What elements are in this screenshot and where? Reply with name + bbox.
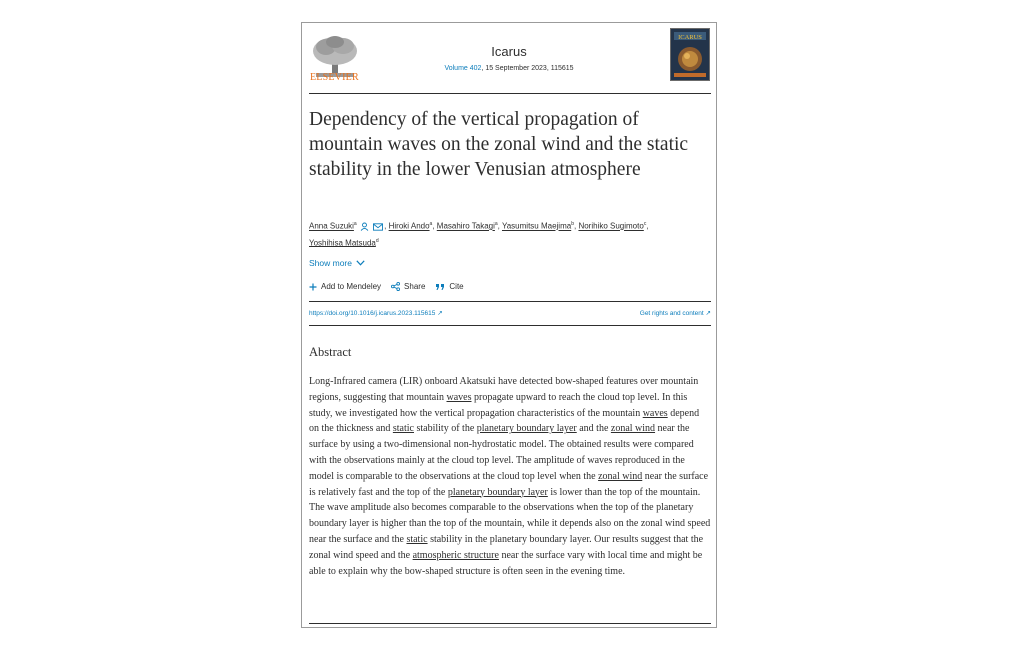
cover-title: ICARUS <box>678 34 702 41</box>
volume-link[interactable]: Volume 402 <box>444 65 482 72</box>
doi-link[interactable] <box>309 309 443 317</box>
topic-link[interactable]: static <box>392 423 414 435</box>
journal-info <box>302 65 716 72</box>
abstract-text-segment: near the surface by using a two-dimensional non-hydrostatic model. The obtained results were compared with the observations mainly at the cloud top level. The amplitude of waves reproduced in the model is comparable to the observations at the cloud top level when the <box>309 423 694 482</box>
chevron-down-icon <box>356 260 365 266</box>
abstract-text-segment: and the <box>576 423 611 435</box>
author-link[interactable]: Norihiko Sugimoto <box>578 221 644 231</box>
author-affiliation-sup[interactable]: c <box>643 221 647 227</box>
doi-row <box>309 309 711 317</box>
topic-link[interactable]: static <box>406 533 428 545</box>
abstract-text-segment: near the surface is relatively fast and the top of the <box>309 470 709 498</box>
abstract-text-segment: near the surface vary with local time and might be able to explain why the bow-shaped structure is often seen in the evening time. <box>309 549 703 577</box>
author-affiliation-sup[interactable]: a <box>494 221 498 227</box>
author-link[interactable]: Hiroki Ando <box>388 221 430 231</box>
header-divider <box>309 93 711 94</box>
rights-link[interactable] <box>640 309 711 317</box>
topic-link[interactable]: zonal wind <box>598 470 643 482</box>
quote-icon <box>435 283 445 291</box>
journal-cover-image[interactable] <box>670 28 710 81</box>
topic-link[interactable]: planetary boundary layer <box>447 486 548 498</box>
publisher-wordmark: ELSEVIER <box>310 72 359 83</box>
show-more-button[interactable] <box>309 258 365 268</box>
abstract-text-segment: stability in the planetary boundary layer. Our results suggest that the zonal wind speed and the <box>309 533 704 561</box>
mail-icon[interactable] <box>373 223 383 231</box>
share-button[interactable] <box>391 282 425 291</box>
rights-link-text: Get rights and content <box>639 310 704 317</box>
journal-title[interactable]: Icarus <box>491 44 527 59</box>
author-affiliation-sup[interactable]: a <box>353 221 357 227</box>
topic-link[interactable]: zonal wind <box>610 423 656 435</box>
topic-link[interactable]: atmospheric structure <box>412 549 499 561</box>
external-link-icon: ↗ <box>437 310 443 317</box>
doi-divider <box>309 325 711 326</box>
abstract-text-segment: Long-Infrared camera (LIR) onboard Akatsuki have detected bow-shaped features over mountain regions, suggesting that mountain <box>309 376 699 403</box>
doi-link-text: https://doi.org/10.1016/j.icarus.2023.115615 <box>309 310 436 317</box>
author-link[interactable]: Yoshihisa Matsuda <box>309 238 376 248</box>
abstract-divider <box>309 623 711 624</box>
article-actions <box>309 282 464 291</box>
author-affiliation-sup[interactable]: d <box>375 237 379 244</box>
person-icon[interactable] <box>360 222 369 231</box>
journal-issue-details: , 15 September 2023, 115615 <box>481 65 574 72</box>
abstract-text <box>309 374 711 579</box>
topic-link[interactable]: waves <box>642 407 668 419</box>
share-icon <box>391 282 400 291</box>
topic-link[interactable]: planetary boundary layer <box>476 423 577 435</box>
author-link[interactable]: Masahiro Takagi <box>436 221 495 231</box>
cite-label: Cite <box>449 282 464 291</box>
author-affiliation-sup[interactable]: a <box>429 221 433 227</box>
article-title: Dependency of the vertical propagation of mountain waves on the zonal wind and the static stability in the lower Venusian atmosphere <box>309 109 689 180</box>
add-to-mendeley-button[interactable] <box>309 282 381 291</box>
share-label: Share <box>404 282 426 291</box>
add-to-mendeley-label: Add to Mendeley <box>321 282 382 291</box>
abstract-text-segment: depend on the thickness and <box>309 407 700 435</box>
external-link-icon: ↗ <box>705 310 711 317</box>
show-more-label: Show more <box>309 258 352 268</box>
cite-button[interactable] <box>435 282 463 291</box>
abstract-text-segment: propagate upward to reach the cloud top level. In this study, we investigated how the vertical propagation characteristics of the mountain <box>309 391 688 419</box>
author-list: Anna Suzuki$^a$ , Hiroki Ando$^a$, Masahiro Takagi$^a$, Yasumitsu Maejima$^b$, Norihiko Sugimoto$^c$, Yoshihisa Matsuda$^d$ <box>309 221 649 248</box>
abstract-text-segment: stability of the <box>413 423 477 435</box>
abstract-heading: Abstract <box>309 345 352 359</box>
author-link[interactable]: Anna Suzuki <box>309 221 354 231</box>
author-link[interactable]: Yasumitsu Maejima <box>501 221 572 231</box>
article-card <box>301 22 717 628</box>
plus-icon <box>309 283 317 291</box>
actions-divider <box>309 301 711 302</box>
topic-link[interactable]: waves <box>446 391 472 403</box>
author-affiliation-sup[interactable]: b <box>571 221 574 227</box>
abstract-text-segment: is lower than the top of the mountain. The wave amplitude also becomes comparable to the observations when the top of the planetary boundary layer is higher than the top of the mountain, while it depends also on the zonal wind speed near the surface and the <box>309 486 711 545</box>
